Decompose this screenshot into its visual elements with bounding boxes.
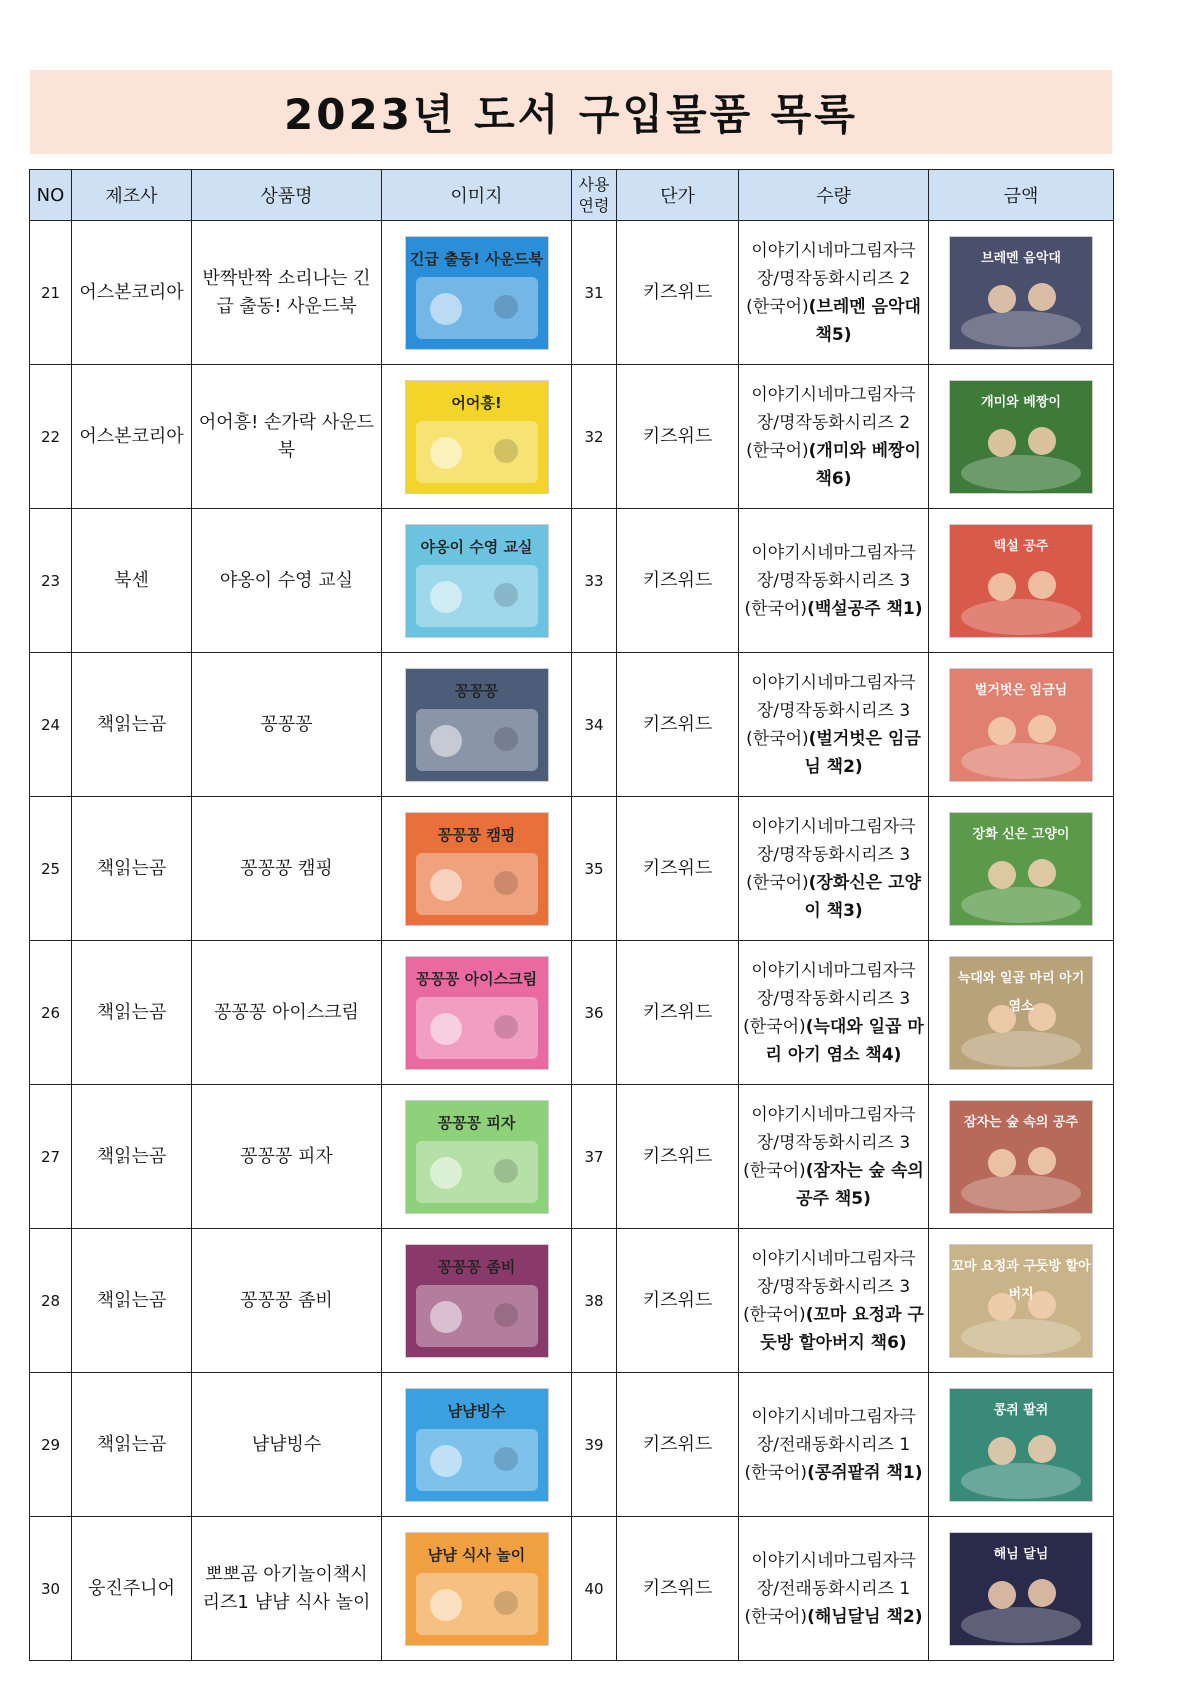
amount-cover-title: 늑대와 일곱 마리 아기 염소 bbox=[957, 970, 1085, 1014]
amount-cover-image bbox=[949, 1388, 1093, 1502]
table-row bbox=[30, 1085, 1114, 1229]
row-amount-cell bbox=[929, 1517, 1114, 1661]
amount-cover-title: 잠자는 숲 속의 공주 bbox=[963, 1114, 1079, 1130]
row-image-cell bbox=[382, 1373, 572, 1517]
row-product-name: 야옹이 수영 교실 bbox=[192, 509, 382, 653]
row-qty bbox=[739, 221, 929, 365]
row-amount-cell bbox=[929, 1085, 1114, 1229]
amount-cover-image bbox=[949, 668, 1093, 782]
amount-cover-image bbox=[949, 1100, 1093, 1214]
qty-book-title: (늑대와 일곱 마리 아기 염소 책4) bbox=[765, 1016, 924, 1065]
row-amount-cell bbox=[929, 941, 1114, 1085]
qty-series: 이야기시네마그림자극장/명작동화시리즈 3 bbox=[751, 816, 916, 865]
row-image-cell bbox=[382, 1085, 572, 1229]
row-maker: 어스본코리아 bbox=[72, 365, 192, 509]
amount-cover-title: 꼬마 요정과 구둣방 할아버지 bbox=[951, 1258, 1091, 1302]
book-cover-title: 어어흥! bbox=[451, 393, 502, 412]
table-row bbox=[30, 797, 1114, 941]
row-age: 32 bbox=[572, 365, 617, 509]
header-no: NO bbox=[30, 170, 72, 221]
table-row bbox=[30, 941, 1114, 1085]
title-banner bbox=[30, 70, 1112, 154]
row-image-cell bbox=[382, 653, 572, 797]
book-cover-title: 꽁꽁꽁 캠핑 bbox=[437, 825, 516, 844]
qty-book-title: (장화신은 고양이 책3) bbox=[804, 872, 921, 921]
row-amount-cell bbox=[929, 653, 1114, 797]
row-image-cell bbox=[382, 221, 572, 365]
row-qty bbox=[739, 1085, 929, 1229]
row-age: 35 bbox=[572, 797, 617, 941]
qty-book-title: (콩쥐팥쥐 책1) bbox=[807, 1462, 923, 1483]
table-row bbox=[30, 653, 1114, 797]
amount-cover-image bbox=[949, 1532, 1093, 1646]
amount-cover-title: 백설 공주 bbox=[993, 538, 1049, 554]
row-no: 26 bbox=[30, 941, 72, 1085]
table-row bbox=[30, 221, 1114, 365]
row-maker: 책읽는곰 bbox=[72, 1229, 192, 1373]
row-amount-cell bbox=[929, 365, 1114, 509]
row-qty bbox=[739, 653, 929, 797]
table-header-row bbox=[30, 170, 1114, 221]
row-price: 키즈위드 bbox=[617, 365, 739, 509]
qty-series: 이야기시네마그림자극장/명작동화시리즈 3 bbox=[751, 1104, 916, 1153]
book-cover-image bbox=[405, 668, 549, 782]
row-maker: 책읽는곰 bbox=[72, 1373, 192, 1517]
row-maker: 책읽는곰 bbox=[72, 941, 192, 1085]
row-age: 40 bbox=[572, 1517, 617, 1661]
row-no: 24 bbox=[30, 653, 72, 797]
row-no: 27 bbox=[30, 1085, 72, 1229]
header-product: 상품명 bbox=[192, 170, 382, 221]
row-age: 37 bbox=[572, 1085, 617, 1229]
purchase-table bbox=[29, 169, 1114, 1661]
row-product-name: 꽁꽁꽁 좀비 bbox=[192, 1229, 382, 1373]
qty-book-title: (꼬마 요정과 구둣방 할아버지 책6) bbox=[760, 1304, 924, 1353]
header-qty: 수량 bbox=[739, 170, 929, 221]
row-qty bbox=[739, 797, 929, 941]
row-price: 키즈위드 bbox=[617, 941, 739, 1085]
qty-language: (한국어) bbox=[744, 598, 808, 619]
table-row bbox=[30, 1229, 1114, 1373]
row-image-cell bbox=[382, 509, 572, 653]
row-qty bbox=[739, 1373, 929, 1517]
row-qty bbox=[739, 509, 929, 653]
row-maker: 웅진주니어 bbox=[72, 1517, 192, 1661]
book-cover-image bbox=[405, 1388, 549, 1502]
book-cover-image bbox=[405, 1532, 549, 1646]
row-qty bbox=[739, 365, 929, 509]
qty-book-title: (브레멘 음악대 책5) bbox=[808, 296, 921, 345]
qty-series: 이야기시네마그림자극장/명작동화시리즈 3 bbox=[751, 542, 916, 591]
book-cover-image bbox=[405, 1100, 549, 1214]
row-product-name: 반짝반짝 소리나는 긴급 출동! 사운드북 bbox=[192, 221, 382, 365]
table-row bbox=[30, 365, 1114, 509]
amount-cover-title: 장화 신은 고양이 bbox=[972, 826, 1070, 842]
row-qty bbox=[739, 1229, 929, 1373]
row-product-name: 꽁꽁꽁 bbox=[192, 653, 382, 797]
row-maker: 책읽는곰 bbox=[72, 653, 192, 797]
qty-series: 이야기시네마그림자극장/전래동화시리즈 1 bbox=[751, 1406, 916, 1455]
qty-series: 이야기시네마그림자극장/전래동화시리즈 1 bbox=[751, 1550, 916, 1599]
row-amount-cell bbox=[929, 221, 1114, 365]
row-price: 키즈위드 bbox=[617, 221, 739, 365]
row-no: 25 bbox=[30, 797, 72, 941]
row-amount-cell bbox=[929, 1229, 1114, 1373]
book-cover-title: 냠냠 식사 놀이 bbox=[427, 1545, 526, 1564]
row-no: 23 bbox=[30, 509, 72, 653]
book-cover-image bbox=[405, 1244, 549, 1358]
row-price: 키즈위드 bbox=[617, 1229, 739, 1373]
qty-book-title: (개미와 베짱이 책6) bbox=[808, 440, 921, 489]
row-no: 29 bbox=[30, 1373, 72, 1517]
qty-language: (한국어) bbox=[744, 1606, 808, 1627]
row-age: 38 bbox=[572, 1229, 617, 1373]
qty-series: 이야기시네마그림자극장/명작동화시리즈 3 bbox=[751, 960, 916, 1009]
book-cover-title: 꽁꽁꽁 피자 bbox=[437, 1113, 516, 1132]
row-product-name: 냠냠빙수 bbox=[192, 1373, 382, 1517]
row-image-cell bbox=[382, 365, 572, 509]
row-product-name: 뽀뽀곰 아기놀이책시리즈1 냠냠 식사 놀이 bbox=[192, 1517, 382, 1661]
table-row bbox=[30, 1517, 1114, 1661]
book-cover-title: 꽁꽁꽁 bbox=[454, 681, 499, 700]
row-maker: 책읽는곰 bbox=[72, 1085, 192, 1229]
row-price: 키즈위드 bbox=[617, 797, 739, 941]
qty-language: (한국어) bbox=[746, 872, 809, 893]
book-cover-image bbox=[405, 812, 549, 926]
amount-cover-image bbox=[949, 812, 1093, 926]
row-maker: 책읽는곰 bbox=[72, 797, 192, 941]
row-age: 39 bbox=[572, 1373, 617, 1517]
amount-cover-image bbox=[949, 380, 1093, 494]
qty-language: (한국어) bbox=[746, 296, 809, 317]
row-image-cell bbox=[382, 1229, 572, 1373]
row-no: 21 bbox=[30, 221, 72, 365]
book-cover-title: 야옹이 수영 교실 bbox=[420, 537, 533, 556]
row-price: 키즈위드 bbox=[617, 1085, 739, 1229]
qty-language: (한국어) bbox=[746, 728, 809, 749]
qty-language: (한국어) bbox=[743, 1304, 806, 1325]
row-image-cell bbox=[382, 1517, 572, 1661]
book-cover-image bbox=[405, 380, 549, 494]
row-price: 키즈위드 bbox=[617, 1373, 739, 1517]
qty-series: 이야기시네마그림자극장/명작동화시리즈 2 bbox=[751, 240, 916, 289]
qty-language: (한국어) bbox=[743, 1016, 806, 1037]
amount-cover-title: 콩쥐 팥쥐 bbox=[993, 1402, 1049, 1418]
header-image: 이미지 bbox=[382, 170, 572, 221]
header-price: 단가 bbox=[617, 170, 739, 221]
qty-book-title: (백설공주 책1) bbox=[807, 598, 923, 619]
row-qty bbox=[739, 1517, 929, 1661]
row-amount-cell bbox=[929, 1373, 1114, 1517]
row-amount-cell bbox=[929, 797, 1114, 941]
row-product-name: 꽁꽁꽁 아이스크림 bbox=[192, 941, 382, 1085]
header-maker: 제조사 bbox=[72, 170, 192, 221]
book-cover-title: 냠냠빙수 bbox=[447, 1401, 506, 1420]
book-cover-image bbox=[405, 524, 549, 638]
header-age: 사용 연령 bbox=[572, 170, 617, 221]
amount-cover-image bbox=[949, 1244, 1093, 1358]
row-age: 34 bbox=[572, 653, 617, 797]
book-cover-title: 꽁꽁꽁 아이스크림 bbox=[415, 969, 538, 988]
row-image-cell bbox=[382, 797, 572, 941]
amount-cover-title: 브레멘 음악대 bbox=[981, 250, 1061, 266]
qty-language: (한국어) bbox=[744, 1462, 808, 1483]
table-row bbox=[30, 1373, 1114, 1517]
row-maker: 북센 bbox=[72, 509, 192, 653]
row-qty bbox=[739, 941, 929, 1085]
row-age: 33 bbox=[572, 509, 617, 653]
row-product-name: 꽁꽁꽁 캠핑 bbox=[192, 797, 382, 941]
qty-series: 이야기시네마그림자극장/명작동화시리즈 3 bbox=[751, 672, 916, 721]
row-price: 키즈위드 bbox=[617, 1517, 739, 1661]
qty-book-title: (해님달님 책2) bbox=[807, 1606, 923, 1627]
row-age: 36 bbox=[572, 941, 617, 1085]
qty-language: (한국어) bbox=[746, 440, 809, 461]
table-row bbox=[30, 509, 1114, 653]
page-title: 2023년 도서 구입물품 목록 bbox=[284, 90, 858, 139]
book-cover-title: 꽁꽁꽁 좀비 bbox=[437, 1257, 516, 1276]
row-product-name: 꽁꽁꽁 피자 bbox=[192, 1085, 382, 1229]
qty-series: 이야기시네마그림자극장/명작동화시리즈 2 bbox=[751, 384, 916, 433]
book-cover-image bbox=[405, 956, 549, 1070]
amount-cover-image bbox=[949, 524, 1093, 638]
amount-cover-title: 벌거벗은 임금님 bbox=[974, 682, 1068, 698]
amount-cover-title: 해님 달님 bbox=[993, 1546, 1049, 1562]
row-amount-cell bbox=[929, 509, 1114, 653]
row-product-name: 어어흥! 손가락 사운드북 bbox=[192, 365, 382, 509]
book-cover-title: 긴급 출동! 사운드북 bbox=[409, 249, 544, 268]
row-image-cell bbox=[382, 941, 572, 1085]
amount-cover-image bbox=[949, 956, 1093, 1070]
book-cover-image bbox=[405, 236, 549, 350]
qty-book-title: (벌거벗은 임금님 책2) bbox=[804, 728, 921, 777]
header-amount: 금액 bbox=[929, 170, 1114, 221]
row-no: 28 bbox=[30, 1229, 72, 1373]
row-maker: 어스본코리아 bbox=[72, 221, 192, 365]
row-price: 키즈위드 bbox=[617, 653, 739, 797]
row-age: 31 bbox=[572, 221, 617, 365]
amount-cover-title: 개미와 베짱이 bbox=[981, 394, 1061, 410]
amount-cover-image bbox=[949, 236, 1093, 350]
row-no: 30 bbox=[30, 1517, 72, 1661]
qty-book-title: (잠자는 숲 속의 공주 책5) bbox=[796, 1160, 924, 1209]
qty-language: (한국어) bbox=[743, 1160, 806, 1181]
row-no: 22 bbox=[30, 365, 72, 509]
qty-series: 이야기시네마그림자극장/명작동화시리즈 3 bbox=[751, 1248, 916, 1297]
row-price: 키즈위드 bbox=[617, 509, 739, 653]
